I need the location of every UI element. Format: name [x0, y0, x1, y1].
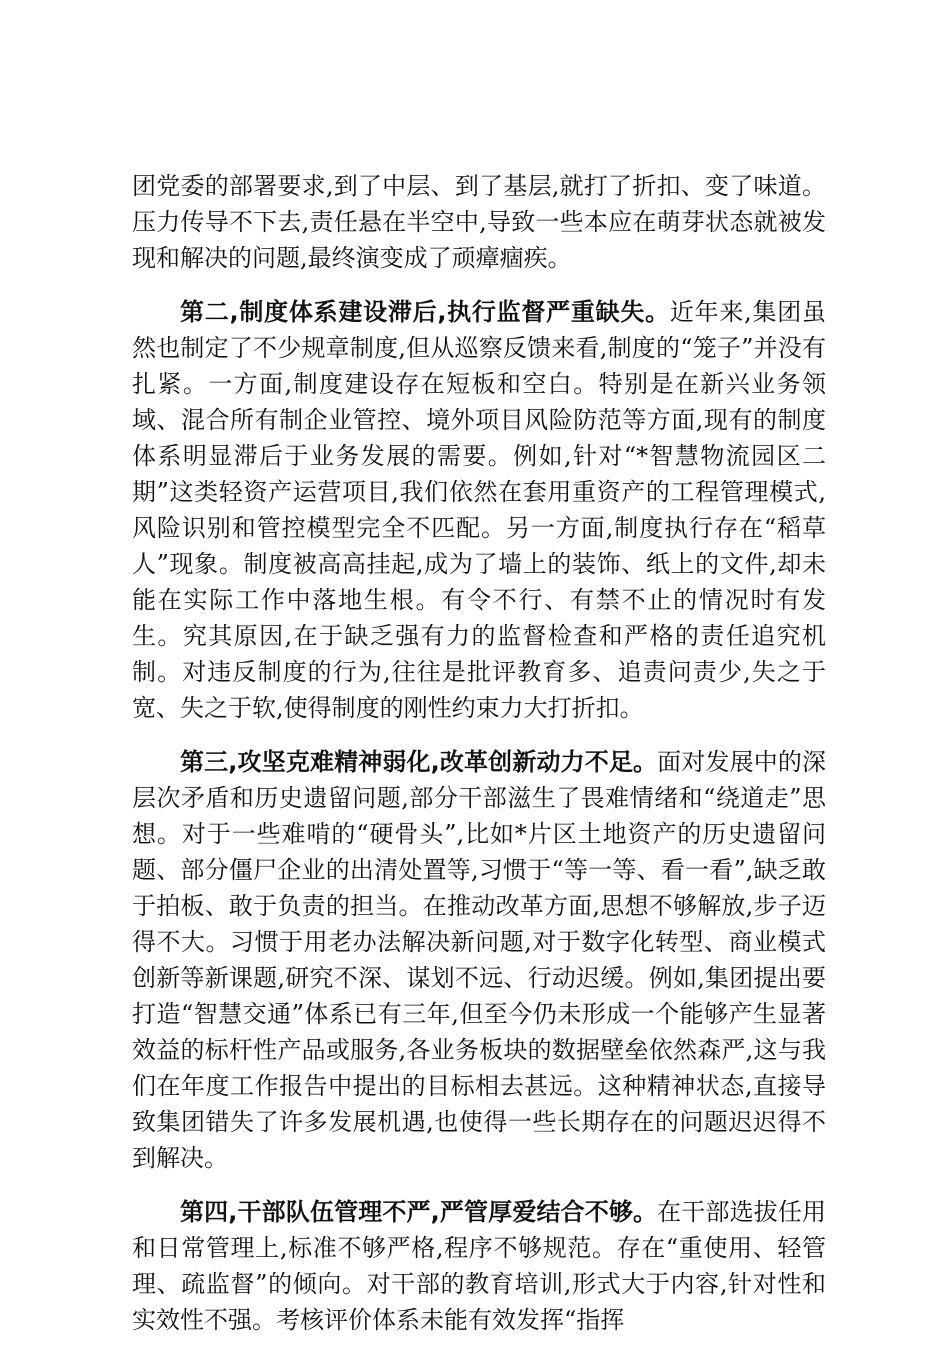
- paragraph-text: 团党委的部署要求,到了中层、到了基层,就打了折扣、变了味道。压力传导不下去,责任悬在半空中,导致一些本应在萌芽状态就被发现和解决的问题,最终演变成了顽瘴痼疾。: [132, 172, 826, 272]
- paragraph-lead: 第三,攻坚克难精神弱化,改革创新动力不足。: [180, 748, 658, 776]
- paragraph-fourth: [132, 1194, 826, 1338]
- paragraph-text: 在干部选拔任用和日常管理上,标准不够严格,程序不够规范。存在“重使用、轻管理、疏监督”的倾向。对干部的教育培训,形式大于内容,针对性和实效性不强。考核评价体系未能有效发挥“指挥: [132, 1198, 827, 1334]
- paragraph-continuation: [132, 168, 826, 276]
- paragraph-text: 近年来,集团虽然也制定了不少规章制度,但从巡察反馈来看,制度的“笼子”并没有扎紧。一方面,制度建设存在短板和空白。特别是在新兴业务领域、混合所有制企业管控、境外项目风险防范等方面,现有的制度体系明显滞后于业务发展的需要。例如,针对“*智慧物流园区二期”这类轻资产运营项目,我们依然在套用重资产的工程管理模式,风险识别和管控模型完全不匹配。另一方面,制度执行存在“稻草人”现象。制度被高高挂起,成为了墙上的装饰、纸上的文件,却未能在实际工作中落地生根。有令不行、有禁不止的情况时有发生。究其原因,在于缺乏强有力的监督检查和严格的责任追究机制。对违反制度的行为,往往是批评教育多、追责问责少,失之于宽、失之于软,使得制度的刚性约束力大打折扣。: [132, 298, 826, 722]
- document-body: [132, 168, 826, 1356]
- paragraph-second: [132, 294, 826, 726]
- paragraph-lead: 第四,干部队伍管理不严,严管厚爱结合不够。: [180, 1198, 658, 1226]
- paragraph-third: [132, 744, 826, 1176]
- paragraph-lead: 第二,制度体系建设滞后,执行监督严重缺失。: [180, 298, 670, 326]
- paragraph-text: 面对发展中的深层次矛盾和历史遗留问题,部分干部滋生了畏难情绪和“绕道走”思想。对于一些难啃的“硬骨头”,比如*片区土地资产的历史遗留问题、部分僵尸企业的出清处置等,习惯于“等一等、看一看”,缺乏敢于拍板、敢于负责的担当。在推动改革方面,思想不够解放,步子迈得不大。习惯于用老办法解决新问题,对于数字化转型、商业模式创新等新课题,研究不深、谋划不远、行动迟缓。例如,集团提出要打造“智慧交通”体系已有三年,但至今仍未形成一个能够产生显著效益的标杆性产品或服务,各业务板块的数据壁垒依然森严,这与我们在年度工作报告中提出的目标相去甚远。这种精神状态,直接导致集团错失了许多发展机遇,也使得一些长期存在的问题迟迟得不到解决。: [132, 748, 827, 1172]
